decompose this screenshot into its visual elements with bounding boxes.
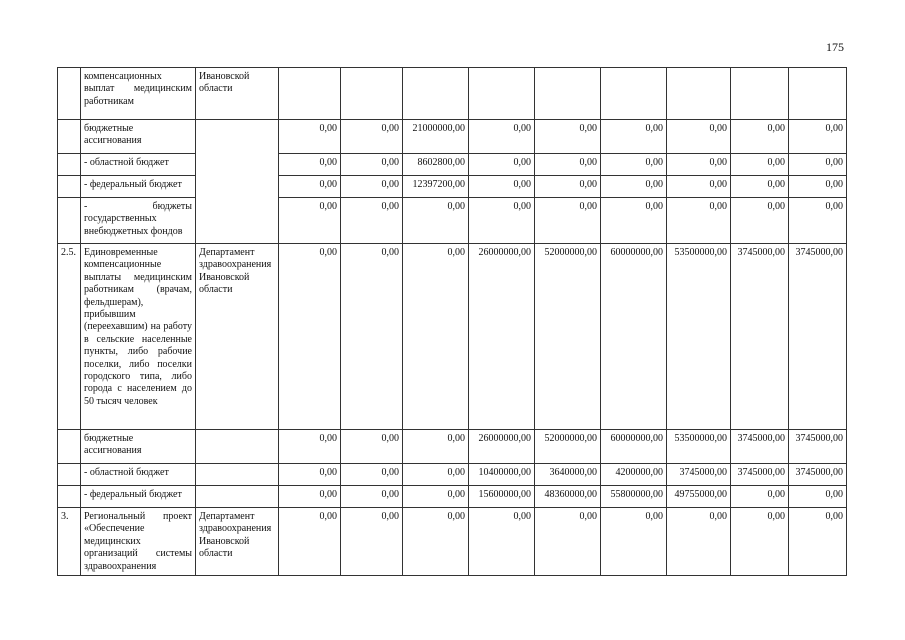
- value-cell: 0,00: [341, 508, 403, 576]
- value-cell: [789, 68, 847, 120]
- value-cell: 0,00: [731, 508, 789, 576]
- value-cell: 4200000,00: [601, 464, 667, 486]
- value-cell: 0,00: [601, 120, 667, 154]
- value-cell: 0,00: [403, 508, 469, 576]
- value-cell: 0,00: [279, 486, 341, 508]
- row-code: [58, 176, 81, 198]
- value-cell: 8602800,00: [403, 154, 469, 176]
- value-cell: [731, 68, 789, 120]
- value-cell: [667, 68, 731, 120]
- table-row: [58, 120, 847, 154]
- value-cell: 0,00: [667, 154, 731, 176]
- row-name: компенсационных выплат медицинским работникам: [81, 68, 196, 120]
- row-code: [58, 430, 81, 464]
- value-cell: 0,00: [469, 176, 535, 198]
- value-cell: 21000000,00: [403, 120, 469, 154]
- row-executor: Департамент здравоохранения Ивановской области: [196, 508, 279, 576]
- value-cell: [535, 68, 601, 120]
- value-cell: 0,00: [667, 120, 731, 154]
- value-cell: 53500000,00: [667, 244, 731, 430]
- row-executor: [196, 176, 279, 198]
- value-cell: 26000000,00: [469, 430, 535, 464]
- value-cell: 53500000,00: [667, 430, 731, 464]
- row-code: [58, 154, 81, 176]
- value-cell: 0,00: [535, 154, 601, 176]
- row-name: - областной бюджет: [81, 154, 196, 176]
- value-cell: 0,00: [341, 486, 403, 508]
- value-cell: 0,00: [341, 464, 403, 486]
- value-cell: 0,00: [601, 176, 667, 198]
- value-cell: 3745000,00: [731, 464, 789, 486]
- value-cell: [403, 68, 469, 120]
- table-row: [58, 244, 847, 430]
- table-row: [58, 176, 847, 198]
- value-cell: [341, 68, 403, 120]
- value-cell: 0,00: [279, 464, 341, 486]
- row-executor: [196, 430, 279, 464]
- budget-table: [57, 67, 847, 576]
- value-cell: 3745000,00: [731, 430, 789, 464]
- value-cell: 60000000,00: [601, 430, 667, 464]
- value-cell: 0,00: [601, 198, 667, 244]
- value-cell: 0,00: [789, 486, 847, 508]
- value-cell: 0,00: [667, 198, 731, 244]
- table-row: [58, 154, 847, 176]
- value-cell: 0,00: [341, 120, 403, 154]
- value-cell: 0,00: [601, 508, 667, 576]
- value-cell: 3745000,00: [667, 464, 731, 486]
- value-cell: 0,00: [279, 430, 341, 464]
- row-name: - областной бюджет: [81, 464, 196, 486]
- value-cell: 0,00: [731, 154, 789, 176]
- value-cell: 10400000,00: [469, 464, 535, 486]
- value-cell: 0,00: [731, 176, 789, 198]
- value-cell: 3745000,00: [789, 430, 847, 464]
- value-cell: 15600000,00: [469, 486, 535, 508]
- value-cell: 0,00: [341, 176, 403, 198]
- table-row: [58, 508, 847, 576]
- value-cell: 0,00: [535, 508, 601, 576]
- row-name: Единовременные компенсационные выплаты медицинским работникам (врачам, фельдшерам), прибывшим (переехавшим) на работу в сельские населенные пункты, либо рабочие поселки, либо поселки городского типа, либо города с населением до 50 тысяч человек: [81, 244, 196, 430]
- value-cell: 0,00: [535, 198, 601, 244]
- value-cell: 0,00: [279, 244, 341, 430]
- value-cell: 0,00: [469, 154, 535, 176]
- row-name: бюджетные ассигнования: [81, 120, 196, 154]
- value-cell: 0,00: [279, 508, 341, 576]
- row-code: [58, 198, 81, 244]
- table-row: [58, 464, 847, 486]
- row-name: бюджетные ассигнования: [81, 430, 196, 464]
- page-number: 175: [826, 40, 844, 54]
- value-cell: 0,00: [535, 120, 601, 154]
- row-code: 2.5.: [58, 244, 81, 430]
- row-executor: [196, 120, 279, 154]
- row-executor: Департамент здравоохранения Ивановской области: [196, 244, 279, 430]
- value-cell: 0,00: [279, 198, 341, 244]
- row-code: 3.: [58, 508, 81, 576]
- table-row: [58, 68, 847, 120]
- value-cell: 0,00: [789, 508, 847, 576]
- value-cell: 55800000,00: [601, 486, 667, 508]
- value-cell: 0,00: [469, 508, 535, 576]
- row-executor: [196, 486, 279, 508]
- value-cell: 0,00: [731, 198, 789, 244]
- value-cell: 0,00: [341, 198, 403, 244]
- value-cell: 26000000,00: [469, 244, 535, 430]
- value-cell: 60000000,00: [601, 244, 667, 430]
- value-cell: [279, 68, 341, 120]
- row-name: - федеральный бюджет: [81, 176, 196, 198]
- value-cell: 0,00: [469, 198, 535, 244]
- value-cell: 0,00: [403, 464, 469, 486]
- table-row: [58, 198, 847, 244]
- value-cell: 3745000,00: [789, 464, 847, 486]
- value-cell: 0,00: [341, 154, 403, 176]
- value-cell: 0,00: [279, 154, 341, 176]
- value-cell: 0,00: [789, 176, 847, 198]
- value-cell: 0,00: [789, 198, 847, 244]
- row-executor: [196, 154, 279, 176]
- row-executor: Ивановской области: [196, 68, 279, 120]
- row-code: [58, 486, 81, 508]
- row-name: - бюджеты государственных внебюджетных фондов: [81, 198, 196, 244]
- value-cell: 0,00: [601, 154, 667, 176]
- row-code: [58, 464, 81, 486]
- value-cell: 0,00: [341, 244, 403, 430]
- value-cell: 3640000,00: [535, 464, 601, 486]
- value-cell: [469, 68, 535, 120]
- row-executor: [196, 198, 279, 244]
- value-cell: 0,00: [667, 508, 731, 576]
- value-cell: 49755000,00: [667, 486, 731, 508]
- value-cell: 0,00: [279, 176, 341, 198]
- row-executor: [196, 464, 279, 486]
- value-cell: 0,00: [535, 176, 601, 198]
- value-cell: 0,00: [403, 244, 469, 430]
- value-cell: 3745000,00: [789, 244, 847, 430]
- row-code: [58, 120, 81, 154]
- value-cell: 0,00: [469, 120, 535, 154]
- row-name: - федеральный бюджет: [81, 486, 196, 508]
- value-cell: 0,00: [341, 430, 403, 464]
- value-cell: 0,00: [403, 430, 469, 464]
- value-cell: 48360000,00: [535, 486, 601, 508]
- value-cell: 0,00: [731, 120, 789, 154]
- value-cell: 3745000,00: [731, 244, 789, 430]
- value-cell: 0,00: [789, 120, 847, 154]
- row-code: [58, 68, 81, 120]
- table-row: [58, 486, 847, 508]
- value-cell: 0,00: [667, 176, 731, 198]
- table-row: [58, 430, 847, 464]
- row-name: Региональный проект «Обеспечение медицинских организаций системы здравоохранения: [81, 508, 196, 576]
- value-cell: 0,00: [403, 198, 469, 244]
- value-cell: 52000000,00: [535, 430, 601, 464]
- value-cell: 0,00: [403, 486, 469, 508]
- value-cell: 52000000,00: [535, 244, 601, 430]
- value-cell: [601, 68, 667, 120]
- value-cell: 0,00: [731, 486, 789, 508]
- value-cell: 0,00: [279, 120, 341, 154]
- value-cell: 12397200,00: [403, 176, 469, 198]
- value-cell: 0,00: [789, 154, 847, 176]
